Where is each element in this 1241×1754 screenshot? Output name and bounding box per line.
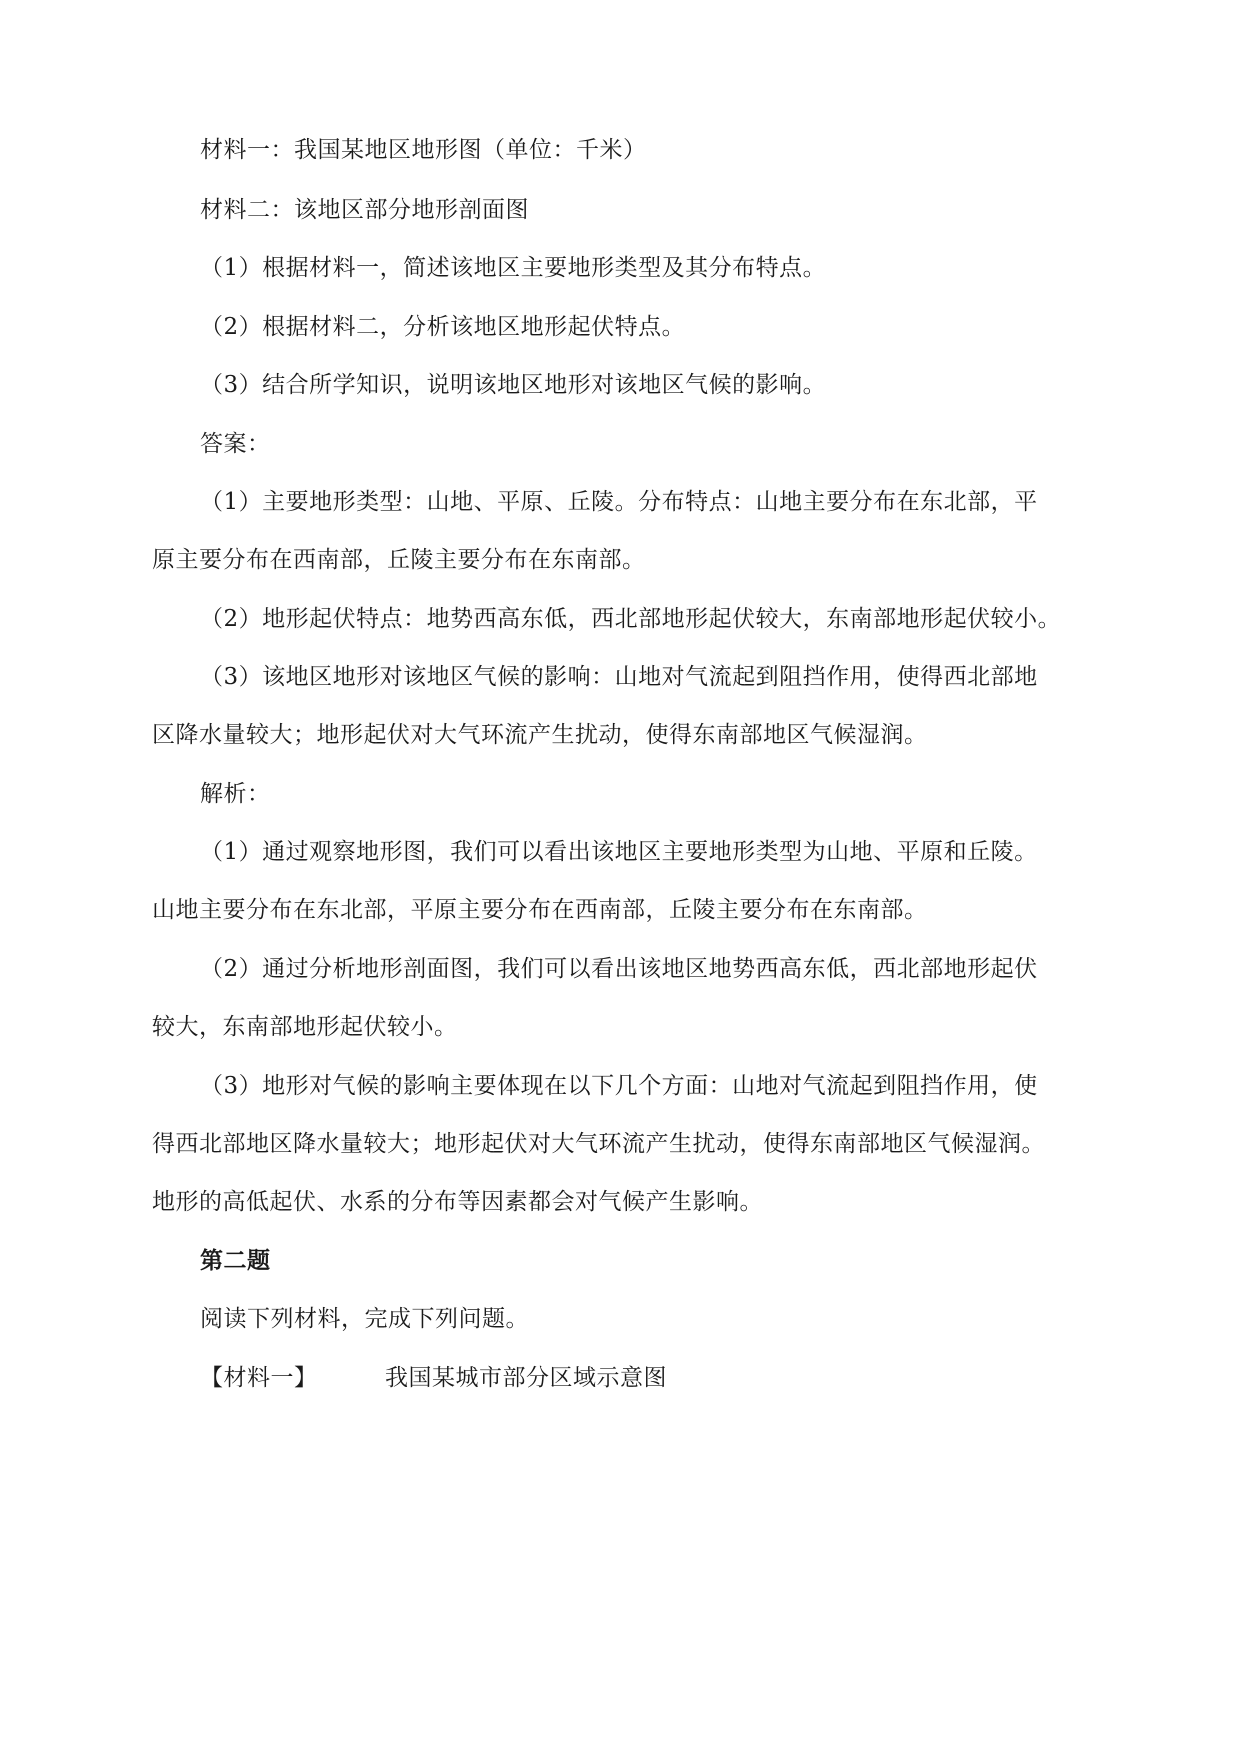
material-label: 【材料一】 <box>200 1365 318 1391</box>
answer-2: （2）地形起伏特点：地势西高东低，西北部地形起伏较大，东南部地形起伏较小。 <box>200 606 1062 632</box>
analysis-1-line-1: （1）通过观察地形图，我们可以看出该地区主要地形类型为山地、平原和丘陵。 <box>200 839 1038 865</box>
analysis-2-line-2: 较大，东南部地形起伏较小。 <box>152 1014 458 1040</box>
material-one-caption: 材料一：我国某地区地形图（单位：千米） <box>200 137 647 163</box>
material-two-caption: 材料二：该地区部分地形剖面图 <box>200 197 529 223</box>
material-title: 我国某城市部分区域示意图 <box>385 1365 667 1391</box>
answer-3-line-2: 区降水量较大；地形起伏对大气环流产生扰动，使得东南部地区气候湿润。 <box>152 722 928 748</box>
analysis-3-line-3: 地形的高低起伏、水系的分布等因素都会对气候产生影响。 <box>152 1189 763 1215</box>
answer-3-line-1: （3）该地区地形对该地区气候的影响：山地对气流起到阻挡作用，使得西北部地 <box>200 664 1038 690</box>
section-2-intro: 阅读下列材料，完成下列问题。 <box>200 1306 529 1332</box>
question-3: （3）结合所学知识，说明该地区地形对该地区气候的影响。 <box>200 372 827 398</box>
section-2-material-one <box>200 1361 1100 1395</box>
analysis-3-line-1: （3）地形对气候的影响主要体现在以下几个方面：山地对气流起到阻挡作用，使 <box>200 1073 1038 1099</box>
analysis-3-line-2: 得西北部地区降水量较大；地形起伏对大气环流产生扰动，使得东南部地区气候湿润。 <box>152 1131 1045 1157</box>
answer-label: 答案： <box>200 431 271 457</box>
section-2-title: 第二题 <box>200 1247 271 1274</box>
question-1: （1）根据材料一，简述该地区主要地形类型及其分布特点。 <box>200 255 827 281</box>
analysis-1-line-2: 山地主要分布在东北部，平原主要分布在西南部，丘陵主要分布在东南部。 <box>152 897 928 923</box>
answer-1-line-2: 原主要分布在西南部，丘陵主要分布在东南部。 <box>152 547 646 573</box>
question-2: （2）根据材料二，分析该地区地形起伏特点。 <box>200 314 686 340</box>
analysis-label: 解析： <box>200 781 271 807</box>
analysis-2-line-1: （2）通过分析地形剖面图，我们可以看出该地区地势西高东低，西北部地形起伏 <box>200 956 1038 982</box>
answer-1-line-1: （1）主要地形类型：山地、平原、丘陵。分布特点：山地主要分布在东北部，平 <box>200 489 1038 515</box>
